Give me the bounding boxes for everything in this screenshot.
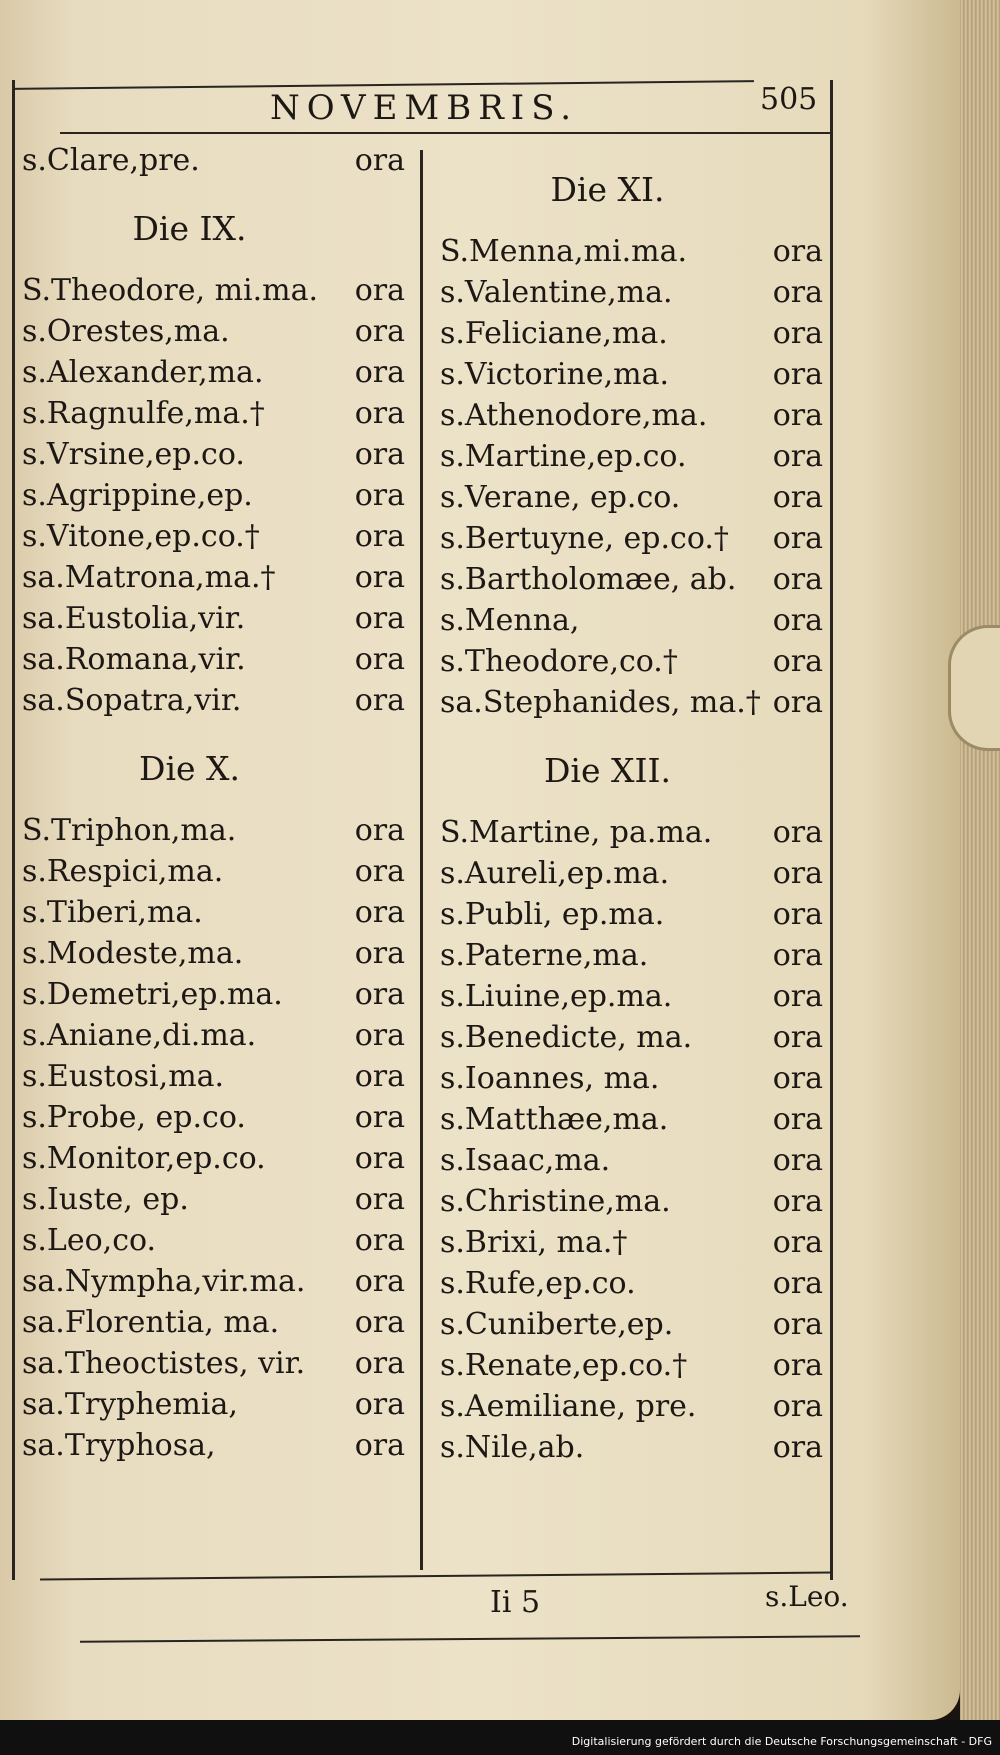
litany-entry bbox=[22, 352, 417, 393]
saint-name: s.Aemiliane, pre. bbox=[440, 1389, 697, 1424]
saint-name: s.Monitor,ep.co. bbox=[22, 1141, 266, 1176]
ora-response: ora bbox=[354, 854, 405, 889]
litany-entry bbox=[22, 810, 417, 851]
litany-entry bbox=[440, 1058, 835, 1099]
saint-name: s.Alexander,ma. bbox=[22, 355, 264, 390]
ora-response: ora bbox=[772, 1143, 823, 1178]
litany-entry bbox=[440, 436, 835, 477]
saint-name: S.Theodore, mi.ma. bbox=[22, 273, 319, 308]
litany-entry bbox=[22, 1343, 417, 1384]
ora-response: ora bbox=[354, 642, 405, 677]
litany-entry bbox=[440, 477, 835, 518]
ora-response: ora bbox=[354, 1182, 405, 1217]
saint-name: s.Respici,ma. bbox=[22, 854, 224, 889]
left-sections bbox=[22, 209, 417, 1466]
litany-entry bbox=[22, 680, 417, 721]
ora-response: ora bbox=[772, 644, 823, 679]
litany-entry bbox=[22, 1179, 417, 1220]
litany-entry bbox=[22, 892, 417, 933]
litany-entry bbox=[440, 395, 835, 436]
saint-name: sa.Tryphemia, bbox=[22, 1387, 238, 1422]
ora-response: ora bbox=[772, 1225, 823, 1260]
catchword: s.Leo. bbox=[765, 1580, 849, 1613]
ora-response: ora bbox=[772, 562, 823, 597]
litany-entry bbox=[440, 1304, 835, 1345]
header-underline bbox=[60, 132, 830, 134]
litany-entry bbox=[440, 518, 835, 559]
litany-entry bbox=[22, 393, 417, 434]
litany-entry bbox=[22, 270, 417, 311]
ora-response: ora bbox=[354, 1223, 405, 1258]
saint-name: s.Ragnulfe,ma.† bbox=[22, 396, 265, 431]
column-divider bbox=[420, 150, 423, 1570]
saint-name: s.Martine,ep.co. bbox=[440, 439, 687, 474]
ora-response: ora bbox=[354, 683, 405, 718]
saint-name: s.Iuste, ep. bbox=[22, 1182, 189, 1217]
saint-name: s.Eustosi,ma. bbox=[22, 1059, 225, 1094]
litany-entry bbox=[440, 1345, 835, 1386]
ora-response: ora bbox=[354, 895, 405, 930]
ora-response: ora bbox=[354, 1059, 405, 1094]
saint-name: s.Christine,ma. bbox=[440, 1184, 671, 1219]
ora-response: ora bbox=[354, 143, 405, 178]
saint-name: sa.Eustolia,vir. bbox=[22, 601, 246, 636]
saint-name: s.Verane, ep.co. bbox=[440, 480, 681, 515]
saint-name: s.Leo,co. bbox=[22, 1223, 157, 1258]
ora-response: ora bbox=[772, 1266, 823, 1301]
ora-response: ora bbox=[354, 396, 405, 431]
saint-name: s.Bartholomæe, ab. bbox=[440, 562, 737, 597]
saint-name: s.Renate,ep.co.† bbox=[440, 1348, 688, 1383]
saint-name: s.Tiberi,ma. bbox=[22, 895, 203, 930]
saint-name: s.Agrippine,ep. bbox=[22, 478, 253, 513]
litany-entry bbox=[440, 1427, 835, 1468]
saint-name: s.Vrsine,ep.co. bbox=[22, 437, 245, 472]
saint-name: sa.Florentia, ma. bbox=[22, 1305, 280, 1340]
litany-entry bbox=[22, 1056, 417, 1097]
ora-response: ora bbox=[354, 1387, 405, 1422]
ora-response: ora bbox=[354, 478, 405, 513]
litany-entry bbox=[22, 516, 417, 557]
litany-entry bbox=[440, 1099, 835, 1140]
ora-response: ora bbox=[772, 234, 823, 269]
saint-name: s.Cuniberte,ep. bbox=[440, 1307, 674, 1342]
litany-entry bbox=[440, 272, 835, 313]
ora-response: ora bbox=[772, 1020, 823, 1055]
litany-entry bbox=[22, 1302, 417, 1343]
saint-name: sa.Nympha,vir.ma. bbox=[22, 1264, 306, 1299]
saint-name: sa.Sopatra,vir. bbox=[22, 683, 242, 718]
page-edges bbox=[960, 0, 1000, 1720]
litany-entry bbox=[22, 475, 417, 516]
litany-entry bbox=[22, 598, 417, 639]
saint-name: s.Aureli,ep.ma. bbox=[440, 856, 670, 891]
saint-name: s.Paterne,ma. bbox=[440, 938, 649, 973]
thumb-index-tab bbox=[948, 625, 1000, 751]
ora-response: ora bbox=[354, 1018, 405, 1053]
ora-response: ora bbox=[354, 560, 405, 595]
ora-response: ora bbox=[772, 685, 823, 720]
ora-response: ora bbox=[354, 1428, 405, 1463]
right-column bbox=[440, 170, 835, 1468]
ora-response: ora bbox=[354, 1264, 405, 1299]
saint-name: S.Triphon,ma. bbox=[22, 813, 237, 848]
litany-entry bbox=[440, 313, 835, 354]
litany-entry bbox=[22, 434, 417, 475]
litany-entry bbox=[440, 1017, 835, 1058]
ora-response: ora bbox=[354, 355, 405, 390]
litany-entry bbox=[22, 1384, 417, 1425]
ora-response: ora bbox=[772, 938, 823, 973]
ora-response: ora bbox=[354, 1305, 405, 1340]
litany-entry bbox=[440, 354, 835, 395]
saint-name: sa.Matrona,ma.† bbox=[22, 560, 276, 595]
litany-entry bbox=[22, 1425, 417, 1466]
running-head: NOVEMBRIS. bbox=[270, 88, 579, 128]
saint-name: s.Probe, ep.co. bbox=[22, 1100, 246, 1135]
ora-response: ora bbox=[772, 603, 823, 638]
saint-name: s.Brixi, ma.† bbox=[440, 1225, 628, 1260]
ora-response: ora bbox=[354, 977, 405, 1012]
ora-response: ora bbox=[772, 398, 823, 433]
saint-name: s.Nile,ab. bbox=[440, 1430, 585, 1465]
litany-entry bbox=[22, 140, 417, 181]
ora-response: ora bbox=[354, 813, 405, 848]
ora-response: ora bbox=[354, 1141, 405, 1176]
ora-response: ora bbox=[772, 979, 823, 1014]
litany-entry bbox=[22, 639, 417, 680]
saint-name: s.Clare,pre. bbox=[22, 143, 200, 178]
left-top-entries bbox=[22, 140, 417, 181]
digitization-credit: Digitalisierung gefördert durch die Deutsche Forschungsgemeinschaft - DFG bbox=[571, 1735, 992, 1748]
left-column bbox=[22, 140, 417, 1466]
ora-response: ora bbox=[772, 1184, 823, 1219]
saint-name: s.Feliciane,ma. bbox=[440, 316, 668, 351]
litany-entry bbox=[22, 1138, 417, 1179]
ora-response: ora bbox=[354, 437, 405, 472]
saint-name: s.Menna, bbox=[440, 603, 580, 638]
litany-entry bbox=[440, 231, 835, 272]
litany-entry bbox=[440, 853, 835, 894]
saint-name: s.Theodore,co.† bbox=[440, 644, 678, 679]
saint-name: s.Rufe,ep.co. bbox=[440, 1266, 636, 1301]
litany-entry bbox=[22, 1261, 417, 1302]
litany-entry bbox=[22, 1097, 417, 1138]
saint-name: s.Victorine,ma. bbox=[440, 357, 669, 392]
litany-entry bbox=[22, 557, 417, 598]
saint-name: s.Bertuyne, ep.co.† bbox=[440, 521, 729, 556]
saint-name: sa.Stephanides, ma.† bbox=[440, 685, 761, 720]
ora-response: ora bbox=[354, 1100, 405, 1135]
saint-name: s.Benedicte, ma. bbox=[440, 1020, 693, 1055]
page-number: 505 bbox=[760, 82, 818, 117]
litany-entry bbox=[440, 1181, 835, 1222]
litany-entry bbox=[440, 559, 835, 600]
day-heading: Die X. bbox=[138, 749, 240, 788]
saint-name: S.Menna,mi.ma. bbox=[440, 234, 688, 269]
litany-entry bbox=[440, 641, 835, 682]
ora-response: ora bbox=[772, 1389, 823, 1424]
ora-response: ora bbox=[772, 1102, 823, 1137]
saint-name: sa.Tryphosa, bbox=[22, 1428, 216, 1463]
litany-entry bbox=[22, 974, 417, 1015]
saint-name: s.Demetri,ep.ma. bbox=[22, 977, 283, 1012]
saint-name: s.Valentine,ma. bbox=[440, 275, 673, 310]
ora-response: ora bbox=[772, 357, 823, 392]
day-heading: Die XII. bbox=[543, 751, 672, 790]
day-heading: Die IX. bbox=[132, 209, 247, 248]
ora-response: ora bbox=[772, 815, 823, 850]
ora-response: ora bbox=[772, 856, 823, 891]
litany-entry bbox=[22, 1220, 417, 1261]
ora-response: ora bbox=[354, 1346, 405, 1381]
litany-entry bbox=[440, 812, 835, 853]
saint-name: s.Athenodore,ma. bbox=[440, 398, 708, 433]
ora-response: ora bbox=[354, 601, 405, 636]
saint-name: sa.Theoctistes, vir. bbox=[22, 1346, 306, 1381]
ora-response: ora bbox=[772, 1307, 823, 1342]
litany-entry bbox=[440, 682, 835, 723]
ora-response: ora bbox=[772, 1430, 823, 1465]
ora-response: ora bbox=[772, 480, 823, 515]
saint-name: s.Modeste,ma. bbox=[22, 936, 244, 971]
litany-entry bbox=[22, 311, 417, 352]
saint-name: s.Vitone,ep.co.† bbox=[22, 519, 260, 554]
litany-entry bbox=[440, 1222, 835, 1263]
litany-entry bbox=[440, 1386, 835, 1427]
litany-entry bbox=[440, 600, 835, 641]
ora-response: ora bbox=[354, 936, 405, 971]
ora-response: ora bbox=[772, 1061, 823, 1096]
saint-name: s.Isaac,ma. bbox=[440, 1143, 611, 1178]
ora-response: ora bbox=[354, 273, 405, 308]
saint-name: s.Liuine,ep.ma. bbox=[440, 979, 673, 1014]
litany-entry bbox=[440, 894, 835, 935]
signature-mark: Ii 5 bbox=[490, 1585, 541, 1620]
ora-response: ora bbox=[772, 521, 823, 556]
ora-response: ora bbox=[772, 275, 823, 310]
ora-response: ora bbox=[354, 314, 405, 349]
litany-entry bbox=[440, 1140, 835, 1181]
litany-entry bbox=[22, 851, 417, 892]
ora-response: ora bbox=[772, 316, 823, 351]
litany-entry bbox=[440, 1263, 835, 1304]
right-sections bbox=[440, 170, 835, 1468]
litany-entry bbox=[440, 935, 835, 976]
saint-name: s.Publi, ep.ma. bbox=[440, 897, 665, 932]
ora-response: ora bbox=[354, 519, 405, 554]
saint-name: s.Matthæe,ma. bbox=[440, 1102, 669, 1137]
saint-name: s.Aniane,di.ma. bbox=[22, 1018, 257, 1053]
litany-entry bbox=[440, 976, 835, 1017]
ora-response: ora bbox=[772, 1348, 823, 1383]
saint-name: s.Ioannes, ma. bbox=[440, 1061, 660, 1096]
saint-name: s.Orestes,ma. bbox=[22, 314, 230, 349]
litany-entry bbox=[22, 933, 417, 974]
saint-name: sa.Romana,vir. bbox=[22, 642, 246, 677]
ora-response: ora bbox=[772, 439, 823, 474]
day-heading: Die XI. bbox=[550, 170, 665, 209]
ora-response: ora bbox=[772, 897, 823, 932]
litany-entry bbox=[22, 1015, 417, 1056]
saint-name: S.Martine, pa.ma. bbox=[440, 815, 713, 850]
